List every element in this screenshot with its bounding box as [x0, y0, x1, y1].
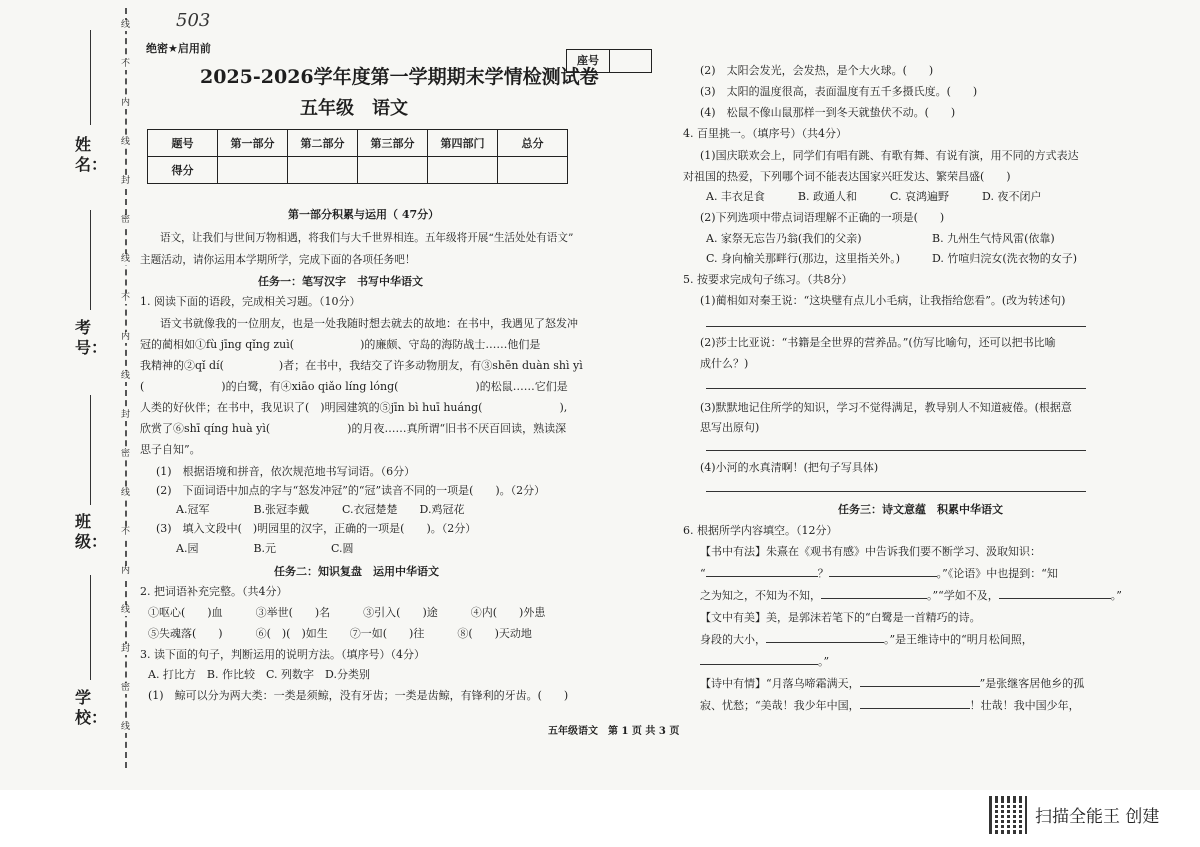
score-cell [428, 157, 498, 184]
name-underline [90, 30, 91, 125]
seat-label: 座号 [567, 50, 610, 72]
score-cell [218, 157, 288, 184]
question-6-2-line-2: 身段的大小， 。”是王维诗中的“明月松间照， [700, 633, 1033, 646]
answer-line [706, 388, 1086, 389]
question-3-4: (4) 松鼠不像山鼠那样一到冬天就蛰伏不动。( ) [700, 106, 956, 119]
question-2-row-1: ①呕心( )血 ③举世( )名 ③引入( )途 ④内( )外患 [148, 606, 546, 619]
school-label: 学校： [75, 688, 108, 727]
scanner-watermark: 扫描全能王 创建 [1035, 807, 1160, 827]
subquestion-1-2-options: A.冠军 B.张冠李戴 C.衣冠楚楚 D.鸡冠花 [176, 503, 465, 516]
cut-line-char: 不 [121, 293, 131, 303]
score-header-cell: 总分 [498, 130, 568, 157]
score-row-label: 得分 [148, 157, 218, 184]
task3-title: 任务三：诗文意蕴 积累中华语文 [838, 503, 1003, 516]
question-4-2-option-c: C. 身向榆关那畔行(那边，这里指关外。) [706, 252, 901, 265]
question-2: 2. 把词语补充完整。（共4分） [140, 585, 288, 598]
subquestion-1-2: (2) 下面词语中加点的字与“怒发冲冠”的“冠”读音不同的一项是( )。（2分） [156, 484, 546, 497]
score-cell [288, 157, 358, 184]
cut-line-char: 内 [121, 98, 131, 108]
question-3-options: A. 打比方 B. 作比较 C. 列数字 D.分类别 [148, 668, 370, 681]
question-4-1-line-2: 对祖国的热爱，下列哪个词不能表达国家兴旺发达、繁荣昌盛( ) [683, 170, 1011, 183]
question-5: 5. 按要求完成句子练习。（共8分） [683, 273, 853, 286]
page-info: 五年级语文 第 1 页 共 3 页 [548, 726, 680, 737]
question-6-3-line-1: 【诗中有情】“月落乌啼霜满天， ”是张继客居他乡的孤 [700, 677, 1085, 690]
question-4: 4. 百里挑一。（填序号）（共4分） [683, 127, 847, 140]
question-6-1-line-2: “ ？ 。”《论语》中也提到：“知 [700, 567, 1058, 580]
part1-title: 第一部分积累与运用（ 47分） [288, 208, 440, 221]
question-6-2-line-1: 【文中有美】美，是郭沫若笔下的“白鹭是一首精巧的诗。 [700, 611, 981, 624]
cut-line-char: 线 [121, 605, 131, 615]
score-header-cell: 第二部分 [288, 130, 358, 157]
task1-title: 任务一：笔写汉字 书写中华语文 [258, 275, 423, 288]
cut-line-char: 线 [121, 254, 131, 264]
intro-line-2: 主题活动，请你运用本学期所学，完成下面的各项任务吧！ [140, 254, 416, 266]
school-underline [90, 575, 91, 680]
cut-line-char: 线 [121, 371, 131, 381]
question-5-3-line-1: (3)默默地记住所学的知识，学习不觉得满足，教导别人不知道疲倦。(根据意 [700, 401, 1072, 414]
handwritten-note: 503 [176, 10, 211, 31]
exam-title: 2025-2026学年度第一学期期末学情检测试卷 [200, 66, 599, 88]
task2-title: 任务二：知识复盘 运用中华语文 [274, 565, 439, 578]
answer-line [706, 326, 1086, 327]
cut-line-char: 密 [121, 449, 131, 459]
question-5-2-line-2: 成什么？) [700, 357, 749, 370]
question-5-2-line-1: (2)莎士比亚说：“书籍是全世界的营养品。”(仿写比喻句，还可以把书比喻 [700, 336, 1056, 349]
question-3: 3. 读下面的句子，判断运用的说明方法。（填序号）（4分） [140, 648, 425, 661]
cut-line-char: 线 [121, 722, 131, 732]
cut-line-char: 封 [121, 644, 131, 654]
passage-line-3: 我精神的②qǐ dí( )者；在书中，我结交了许多动物朋友，有③shēn duàn shì yì [140, 359, 583, 372]
class-underline [90, 395, 91, 505]
question-4-2-option-a: A. 家祭无忘告乃翁(我们的父亲) [706, 232, 862, 245]
question-6: 6. 根据所学内容填空。（12分） [683, 524, 838, 537]
question-5-1: (1)蔺相如对秦王说：“这块璧有点儿小毛病，让我指给您看”。(改为转述句) [700, 294, 1066, 307]
score-table-score-row [148, 157, 568, 184]
question-1: 1. 阅读下面的语段，完成相关习题。（10分） [140, 295, 361, 308]
score-header-cell: 第四部门 [428, 130, 498, 157]
cut-line-char: 不 [121, 527, 131, 537]
score-cell [498, 157, 568, 184]
name-label: 姓名： [75, 135, 108, 174]
question-3-3: (3) 太阳的温度很高，表面温度有五千多摄氏度。( ) [700, 85, 978, 98]
score-table [147, 129, 568, 184]
passage-line-7: 思子自知”。 [140, 443, 201, 456]
subquestion-1-3: (3) 填入文段中( )明园里的汉字，正确的一项是( )。（2分） [156, 522, 477, 535]
question-4-2: (2)下列选项中带点词语理解不正确的一项是( ) [700, 211, 945, 224]
answer-line [706, 491, 1086, 492]
subquestion-1-1: (1) 根据语境和拼音，依次规范地书写词语。（6分） [156, 465, 416, 478]
question-3-2: (2) 太阳会发光，会发热，是个大火球。( ) [700, 64, 934, 77]
cut-line-char: 内 [121, 332, 131, 342]
cut-line-char: 封 [121, 176, 131, 186]
class-label: 班级： [75, 512, 108, 551]
score-header-cell: 题号 [148, 130, 218, 157]
cut-line-char: 不 [121, 59, 131, 69]
subquestion-1-3-options: A.园 B.元 C.圆 [176, 542, 354, 555]
qr-code-icon [989, 796, 1027, 834]
question-6-1-line-3: 之为知之，不知为不知， 。”“学如不及， 。” [700, 589, 1122, 602]
passage-line-2: 冠的蔺相如①fù jīng qǐng zuì( )的廉颇、守岛的海防战士……他们是 [140, 338, 541, 351]
cut-line-char: 线 [121, 488, 131, 498]
exam-no-underline [90, 210, 91, 310]
passage-line-1: 语文书就像我的一位朋友，也是一处我随时想去就去的故地：在书中，我遇见了怒发冲 [160, 317, 578, 330]
cut-line-char: 内 [121, 566, 131, 576]
question-4-1-line-1: (1)国庆联欢会上，同学们有唱有跳、有歌有舞、有说有演，用不同的方式表达 [700, 149, 1079, 162]
exam-subtitle: 五年级 语文 [300, 98, 408, 119]
question-6-3-line-2: 寂、忧愁；“美哉！我少年中国， ！壮哉！我中国少年， [700, 699, 1080, 712]
seat-number-box [566, 49, 652, 73]
score-header-cell: 第一部分 [218, 130, 288, 157]
score-table-header-row [148, 130, 568, 157]
exam-no-label: 考号： [75, 318, 108, 357]
question-6-1-line-1: 【书中有法】朱熹在《观书有感》中告诉我们要不断学习、汲取知识： [700, 545, 1041, 558]
passage-line-4: ( )的白鹭，有④xiāo qiǎo líng lóng( )的松鼠……它们是 [140, 380, 568, 393]
question-3-1: (1) 鲸可以分为两大类：一类是须鲸，没有牙齿；一类是齿鲸，有锋利的牙齿。( ) [148, 689, 569, 702]
secret-mark: 绝密★启用前 [146, 42, 211, 55]
answer-line [706, 450, 1086, 451]
cut-line-char: 封 [121, 410, 131, 420]
score-cell [358, 157, 428, 184]
question-4-2-option-b: B. 九州生气恃风雷(依靠) [932, 232, 1055, 245]
passage-line-6: 欣赏了⑥shī qíng huà yì( )的月夜……真所谓“旧书不厌百回读，熟读深 [140, 422, 567, 435]
score-header-cell: 第三部分 [358, 130, 428, 157]
question-4-2-option-d: D. 竹喧归浣女(洗衣物的女子) [932, 252, 1078, 265]
question-5-3-line-2: 思写出原句) [700, 421, 760, 434]
cut-line-char: 密 [121, 215, 131, 225]
cut-line-char: 密 [121, 683, 131, 693]
cut-line-char: 线 [121, 137, 131, 147]
passage-line-5: 人类的好伙伴；在书中，我见识了( )明园建筑的⑤jīn bì huī huáng( ), [140, 401, 568, 414]
cut-line-char: 线 [121, 20, 131, 30]
question-5-4: (4)小河的水真清啊！(把句子写具体) [700, 461, 879, 474]
question-6-2-line-3: 。” [700, 655, 829, 669]
question-2-row-2: ⑤失魂落( ) ⑥( )( )如生 ⑦一如( )往 ⑧( )天动地 [148, 627, 532, 640]
question-4-1-options: A. 丰衣足食 B. 政通人和 C. 哀鸿遍野 D. 夜不闭户 [706, 190, 1042, 203]
intro-line-1: 语文，让我们与世间万物相遇，将我们与大千世界相连。五年级将开展“生活处处有语文” [160, 232, 574, 244]
